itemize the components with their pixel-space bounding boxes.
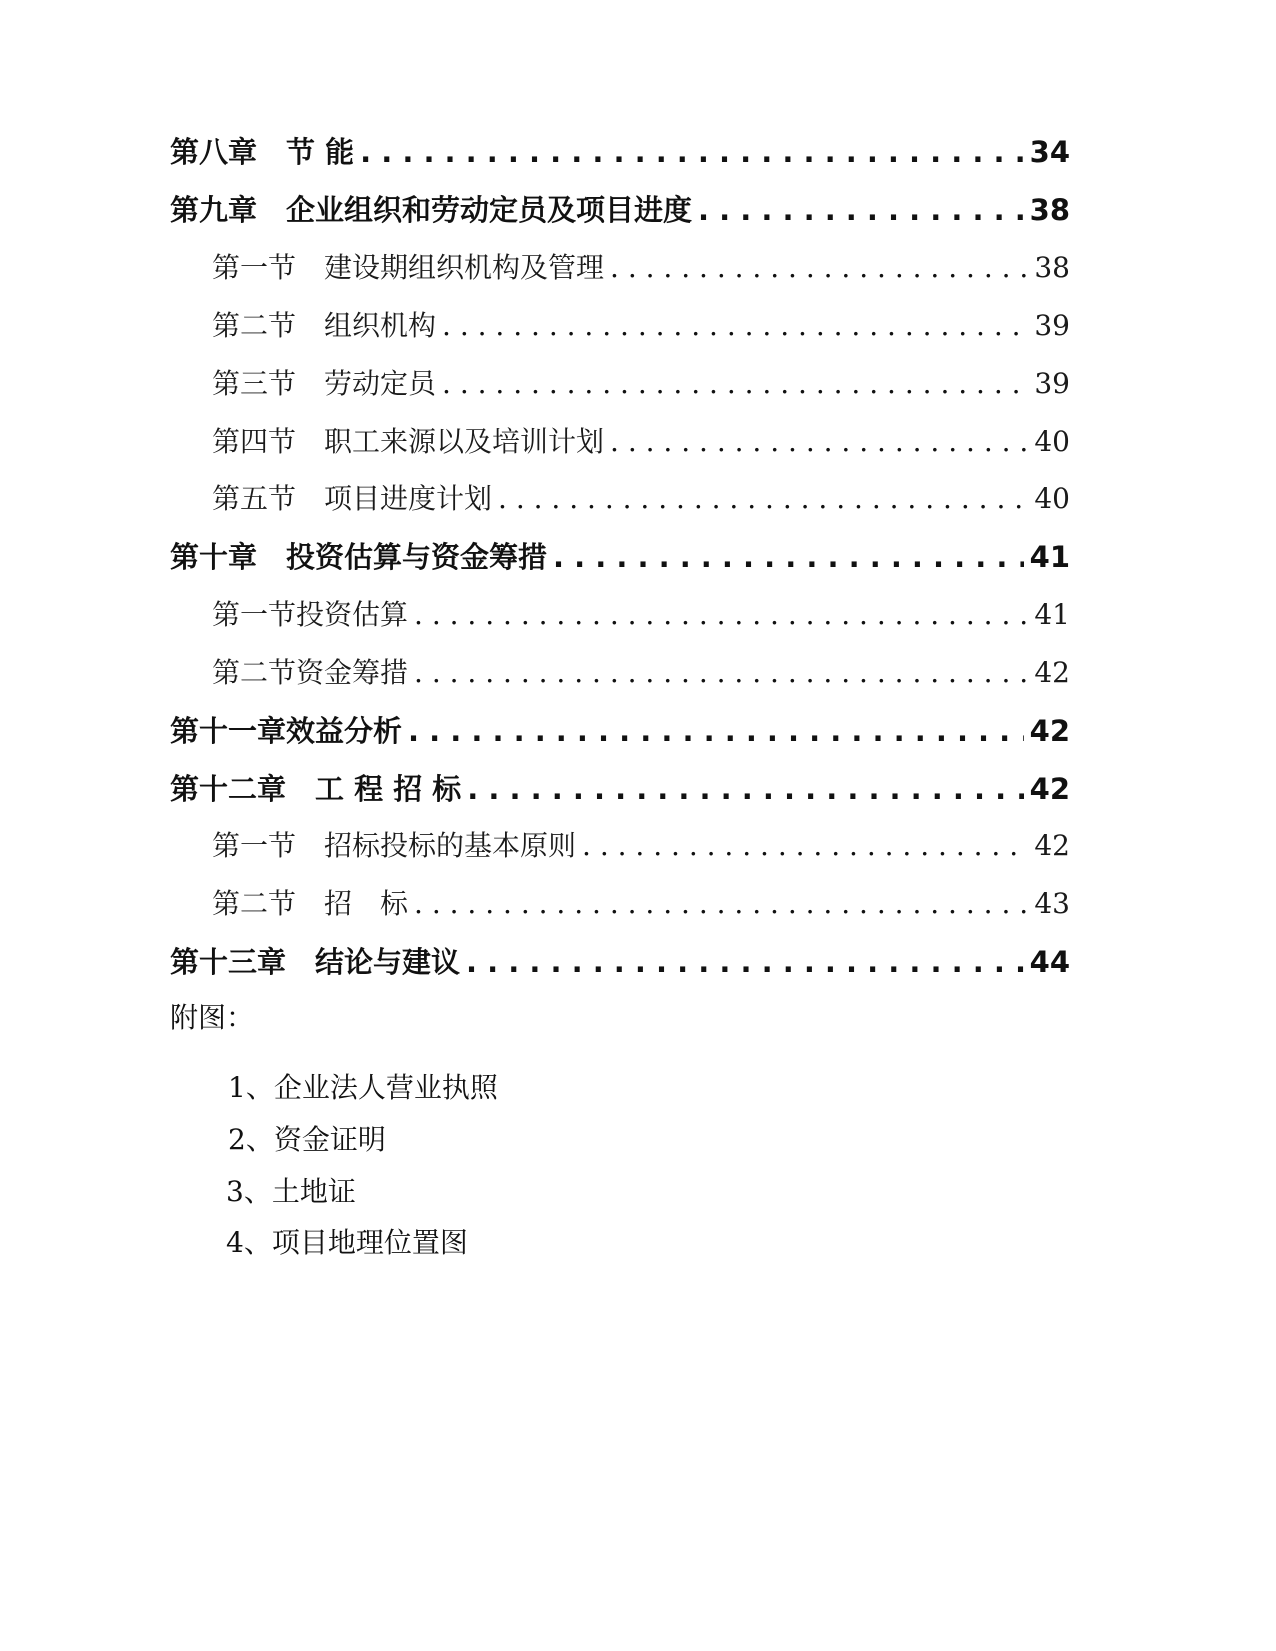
- toc-page-number: 38: [1034, 251, 1070, 284]
- toc-entry-section[interactable]: [212, 477, 1070, 517]
- toc-entry-label: 第二节资金筹措: [212, 656, 409, 689]
- toc-leader-dots: [360, 135, 1024, 169]
- appendix-item: 4、项目地理位置图: [226, 1226, 468, 1259]
- toc-leader-dots: [698, 193, 1024, 227]
- toc-page-number: 42: [1029, 772, 1070, 806]
- toc-entry-chapter-10[interactable]: [170, 535, 1070, 576]
- toc-page-number: 42: [1029, 714, 1070, 748]
- toc-entry-label: 第一节 建设期组织机构及管理: [212, 251, 605, 284]
- appendix-item: 2、资金证明: [228, 1123, 386, 1156]
- toc-entry-label: 第三节 劳动定员: [212, 367, 437, 400]
- toc-page-number: 39: [1034, 309, 1070, 342]
- toc-entry-section[interactable]: [212, 362, 1070, 402]
- toc-page-number: 41: [1029, 540, 1070, 574]
- toc-leader-dots: [414, 656, 1028, 689]
- toc-page-number: 40: [1034, 425, 1070, 458]
- toc-entry-label: 第二节 组织机构: [212, 309, 437, 342]
- toc-page-number: 43: [1034, 887, 1070, 920]
- toc-leader-dots: [467, 772, 1023, 806]
- toc-entry-label: 第四节 职工来源以及培训计划: [212, 425, 605, 458]
- toc-entry-label: 第九章 企业组织和劳动定员及项目进度: [170, 193, 693, 227]
- toc-leader-dots: [442, 367, 1028, 400]
- toc-leader-dots: [466, 945, 1024, 979]
- toc-entry-label: 第一节 招标投标的基本原则: [212, 829, 577, 862]
- toc-entry-section[interactable]: [212, 593, 1070, 633]
- toc-entry-label: 第十一章效益分析: [170, 714, 403, 748]
- toc-leader-dots: [414, 887, 1028, 920]
- toc-entry-section[interactable]: [212, 651, 1070, 691]
- toc-entry-chapter-11[interactable]: [170, 709, 1070, 750]
- toc-leader-dots: [408, 714, 1024, 748]
- toc-entry-label: 第二节 招 标: [212, 887, 409, 920]
- toc-page-number: 34: [1029, 135, 1070, 169]
- toc-entry-label: 第十二章 工 程 招 标: [170, 772, 462, 806]
- toc-leader-dots: [610, 251, 1028, 284]
- toc-page-number: 41: [1034, 598, 1070, 631]
- toc-entry-section[interactable]: [212, 420, 1070, 460]
- toc-entry-section[interactable]: [212, 304, 1070, 344]
- toc-leader-dots: [442, 309, 1028, 342]
- appendix-title: 附图：: [170, 1001, 255, 1034]
- toc-entry-label: 第五节 项目进度计划: [212, 482, 493, 515]
- toc-entry-chapter-9[interactable]: [170, 188, 1070, 229]
- toc-leader-dots: [610, 425, 1028, 458]
- toc-page-number: 39: [1034, 367, 1070, 400]
- toc-page-number: 42: [1034, 656, 1070, 689]
- toc-leader-dots: [498, 482, 1028, 515]
- toc-entry-section[interactable]: [212, 882, 1070, 922]
- toc-leader-dots: [414, 598, 1028, 631]
- toc-entry-chapter-12[interactable]: [170, 767, 1070, 808]
- toc-entry-label: 第一节投资估算: [212, 598, 409, 631]
- toc-entry-label: 第八章 节 能: [170, 135, 355, 169]
- toc-page-number: 42: [1034, 829, 1070, 862]
- toc-entry-label: 第十章 投资估算与资金筹措: [170, 540, 548, 574]
- toc-leader-dots: [553, 540, 1024, 574]
- toc-entry-chapter-8[interactable]: [170, 130, 1070, 171]
- toc-entry-section[interactable]: [212, 246, 1070, 286]
- appendix-item: 3、土地证: [226, 1175, 356, 1208]
- toc-page-number: 40: [1034, 482, 1070, 515]
- appendix-item: 1、企业法人营业执照: [228, 1071, 498, 1104]
- toc-page-number: 38: [1029, 193, 1070, 227]
- toc-entry-chapter-13[interactable]: [170, 940, 1070, 981]
- toc-entry-section[interactable]: [212, 824, 1070, 864]
- toc-page-number: 44: [1029, 945, 1070, 979]
- toc-leader-dots: [582, 829, 1028, 862]
- toc-entry-label: 第十三章 结论与建议: [170, 945, 461, 979]
